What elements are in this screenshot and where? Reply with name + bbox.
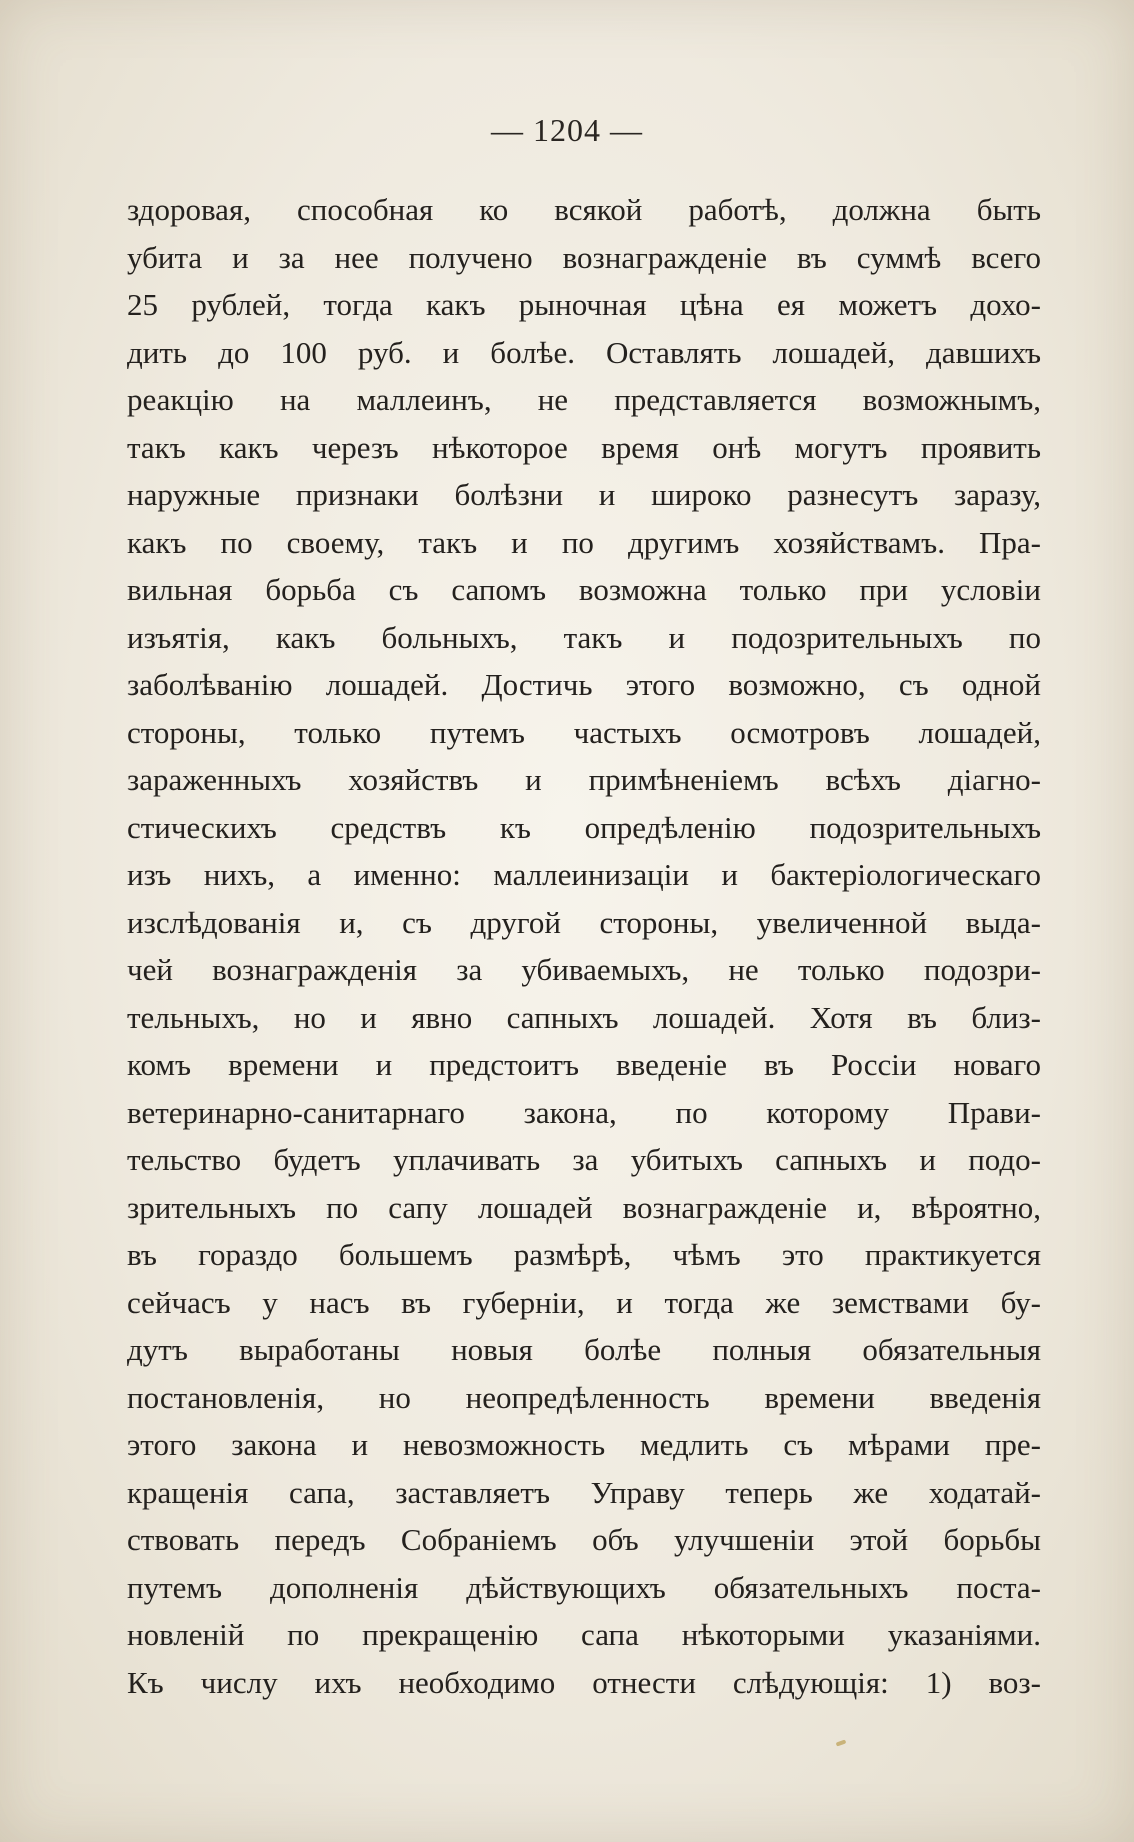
text-line: тельство будетъ уплачивать за убитыхъ сапныхъ и подо- (127, 1142, 1041, 1177)
text-line: здоровая, способная ко всякой работѣ, должна быть (127, 192, 1041, 227)
body-text (127, 186, 1041, 1706)
text-line: стороны, только путемъ частыхъ осмотровъ лошадей, (127, 714, 1041, 750)
text-line: комъ времени и предстоитъ введеніе въ Россіи новаго (127, 1047, 1041, 1082)
text-line: постановленія, но неопредѣленность времени введенія (127, 1379, 1041, 1415)
text-line: убита и за нее получено вознагражденіе въ суммѣ всего (127, 239, 1041, 275)
text-line: кращенія сапа, заставляетъ Управу теперь же ходатай- (127, 1474, 1041, 1510)
text-line: этого закона и невозможность медлить съ мѣрами пре- (127, 1427, 1041, 1462)
text-line: тельныхъ, но и явно сапныхъ лошадей. Хотя въ близ- (127, 999, 1041, 1035)
text-line: реакцію на маллеинъ, не представляется возможнымъ, (127, 382, 1041, 417)
text-line: чей вознагражденія за убиваемыхъ, не только подозри- (127, 952, 1041, 987)
text-line: изслѣдованія и, съ другой стороны, увеличенной выда- (127, 904, 1041, 940)
text-line: въ гораздо большемъ размѣрѣ, чѣмъ это практикуется (127, 1237, 1041, 1272)
text-line: ветеринарно-санитарнаго закона, по которому Прави- (127, 1094, 1041, 1130)
text-line: 25 рублей, тогда какъ рыночная цѣна ея можетъ дохо- (127, 287, 1041, 322)
text-line: какъ по своему, такъ и по другимъ хозяйствамъ. Пра- (127, 524, 1041, 560)
text-line: наружные признаки болѣзни и широко разнесутъ заразу, (127, 477, 1041, 512)
text-line: сейчасъ у насъ въ губерніи, и тогда же земствами бу- (127, 1284, 1041, 1320)
text-line: изъятія, какъ больныхъ, такъ и подозрительныхъ по (127, 619, 1041, 655)
text-line: изъ нихъ, а именно: маллеинизаціи и бактеріологическаго (127, 857, 1041, 892)
paper-speck (836, 1739, 847, 1746)
page-number: — 1204 — (491, 112, 643, 148)
text-line: ствовать передъ Собраніемъ объ улучшеніи этой борьбы (127, 1522, 1041, 1557)
text-line: зараженныхъ хозяйствъ и примѣненіемъ всѣхъ діагно- (127, 762, 1041, 797)
text-line: Къ числу ихъ необходимо отнести слѣдующія: 1) воз- (127, 1664, 1041, 1700)
text-line: вильная борьба съ сапомъ возможна только при условіи (127, 572, 1041, 607)
text-line: такъ какъ черезъ нѣкоторое время онѣ могутъ проявить (127, 429, 1041, 465)
text-line: дутъ выработаны новыя болѣе полныя обязательныя (127, 1332, 1041, 1367)
text-line: стическихъ средствъ къ опредѣленію подозрительныхъ (127, 809, 1041, 845)
text-line: заболѣванію лошадей. Достичь этого возможно, съ одной (127, 667, 1041, 702)
text-line: дить до 100 руб. и болѣе. Оставлять лошадей, давшихъ (127, 334, 1041, 370)
text-line: путемъ дополненія дѣйствующихъ обязательныхъ поста- (127, 1569, 1041, 1605)
text-line: новленій по прекращенію сапа нѣкоторыми указаніями. (127, 1617, 1041, 1652)
text-line: зрительныхъ по сапу лошадей вознагражденіе и, вѣроятно, (127, 1189, 1041, 1225)
